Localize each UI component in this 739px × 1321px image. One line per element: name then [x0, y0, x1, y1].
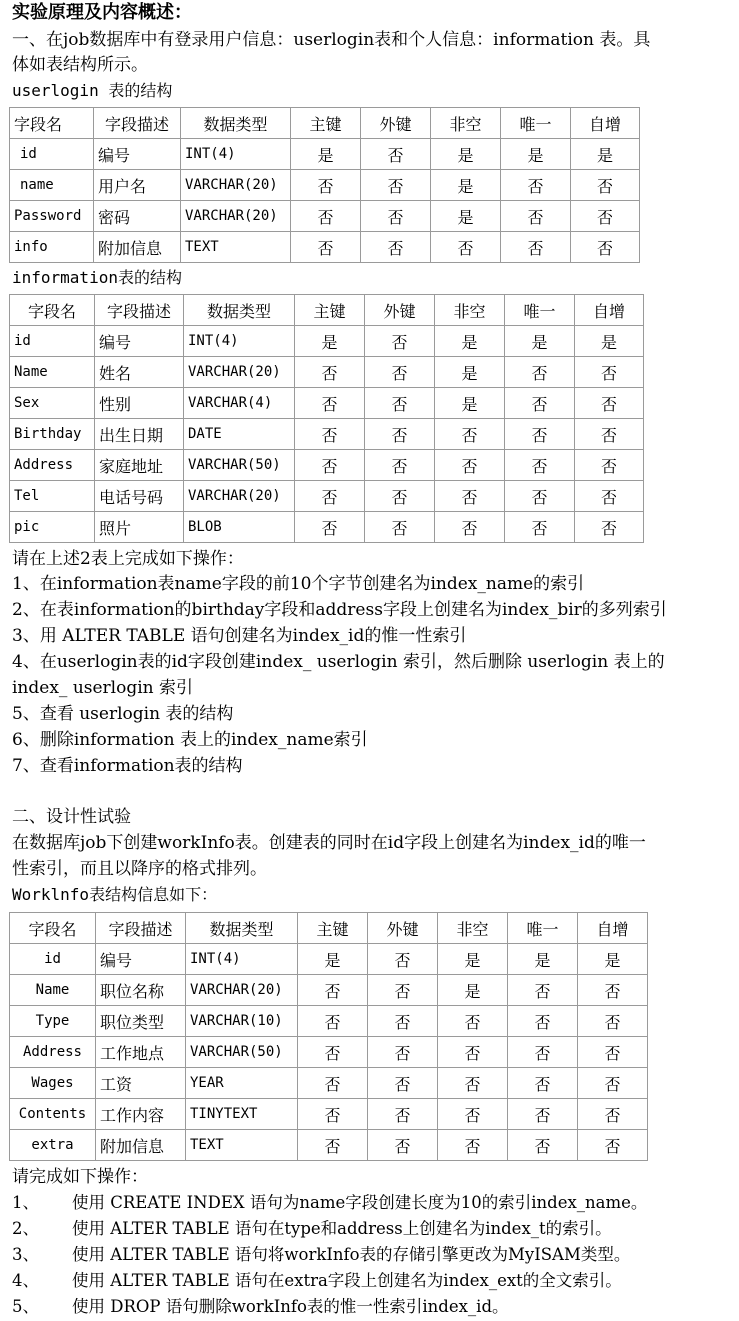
table-cell: 否 — [298, 1130, 368, 1161]
table-row — [10, 512, 644, 543]
table-cell: 否 — [365, 512, 435, 543]
table-cell: 是 — [431, 139, 501, 170]
table-cell: 否 — [291, 201, 361, 232]
header-cell: 主键 — [298, 913, 368, 944]
header-cell: 唯一 — [501, 108, 571, 139]
table-cell: YEAR — [186, 1068, 298, 1099]
op-text: 使用 DROP 语句删除workInfo表的惟一性索引index_id。 — [72, 1297, 509, 1316]
table-row — [10, 1099, 648, 1130]
table-cell: 是 — [291, 139, 361, 170]
table-cell: 是 — [295, 326, 365, 357]
table-cell: 工作地点 — [96, 1037, 186, 1068]
table-cell: VARCHAR(20) — [181, 201, 291, 232]
table-row — [10, 419, 644, 450]
table-cell: 否 — [368, 944, 438, 975]
table-cell: 否 — [508, 1006, 578, 1037]
sec1-ops-title: 请在上述2表上完成如下操作： — [12, 549, 244, 569]
table-row — [10, 170, 640, 201]
header-cell: 非空 — [438, 913, 508, 944]
header-cell: 数据类型 — [181, 108, 291, 139]
table-cell: 否 — [508, 1068, 578, 1099]
table-row — [10, 1006, 648, 1037]
table-cell: Type — [10, 1006, 96, 1037]
sec2-desc-line1: 在数据库job下创建workInfo表。创建表的同时在id字段上创建名为index_id的唯一 — [12, 833, 646, 853]
header-cell: 字段描述 — [95, 295, 184, 326]
table-cell: 否 — [361, 170, 431, 201]
header-cell: 主键 — [291, 108, 361, 139]
table-cell: 是 — [505, 326, 575, 357]
table-cell: 否 — [575, 388, 644, 419]
table-cell: 否 — [365, 388, 435, 419]
table-cell: 否 — [571, 170, 640, 201]
table-cell: 职位类型 — [96, 1006, 186, 1037]
heading: 实验原理及内容概述： — [12, 2, 192, 23]
table-cell: 否 — [295, 512, 365, 543]
header-cell: 外键 — [365, 295, 435, 326]
table-cell: INT(4) — [184, 326, 295, 357]
table-cell: Password — [10, 201, 94, 232]
table-cell: 是 — [578, 944, 648, 975]
table-cell: 是 — [431, 201, 501, 232]
table-cell: 是 — [438, 944, 508, 975]
table-cell: 否 — [505, 419, 575, 450]
table-cell: 否 — [298, 1006, 368, 1037]
sec1-op-2: 2、在表information的birthday字段和address字段上创建名为index_bir的多列索引 — [12, 600, 667, 620]
table-cell: Wages — [10, 1068, 96, 1099]
table-cell: 否 — [368, 1037, 438, 1068]
sec2-op-3 — [12, 1244, 630, 1266]
table-cell: 附加信息 — [94, 232, 181, 263]
table-cell: 否 — [578, 1037, 648, 1068]
sec2-ops-title: 请完成如下操作： — [12, 1167, 148, 1187]
table-cell: VARCHAR(20) — [186, 975, 298, 1006]
header-cell: 非空 — [431, 108, 501, 139]
header-cell: 非空 — [435, 295, 505, 326]
sec2-desc-line2: 性索引，而且以降序的格式排列。 — [12, 859, 267, 879]
userlogin-table — [9, 107, 640, 263]
table-cell: 姓名 — [95, 357, 184, 388]
header-cell: 字段名 — [10, 913, 96, 944]
sec1-op-3: 3、用 ALTER TABLE 语句创建名为index_id的惟一性索引 — [12, 626, 467, 646]
table-cell: 是 — [508, 944, 578, 975]
op-text: 使用 ALTER TABLE 语句在extra字段上创建名为index_ext的全文索引。 — [72, 1271, 622, 1290]
table-cell: 否 — [365, 450, 435, 481]
table-cell: VARCHAR(10) — [186, 1006, 298, 1037]
table-cell: 否 — [501, 232, 571, 263]
table-row — [10, 944, 648, 975]
table-cell: 否 — [361, 201, 431, 232]
table-cell: 用户名 — [94, 170, 181, 201]
table-cell: 否 — [295, 419, 365, 450]
header-cell: 自增 — [571, 108, 640, 139]
table-cell: Name — [10, 357, 95, 388]
sec1-op-4-cont: index_ userlogin 索引 — [12, 678, 194, 698]
sec1-intro-line2: 体如表结构所示。 — [12, 55, 148, 75]
table-cell: TEXT — [186, 1130, 298, 1161]
table-cell: 否 — [505, 388, 575, 419]
table-cell: Birthday — [10, 419, 95, 450]
table-cell: Name — [10, 975, 96, 1006]
op-number: 4、 — [12, 1271, 39, 1290]
table-cell: 否 — [508, 1099, 578, 1130]
table-cell: 编号 — [94, 139, 181, 170]
header-cell: 字段描述 — [94, 108, 181, 139]
sec1-op-6: 6、删除information 表上的index_name索引 — [12, 730, 368, 750]
table-cell: TINYTEXT — [186, 1099, 298, 1130]
table-cell: 是 — [438, 975, 508, 1006]
header-cell: 数据类型 — [184, 295, 295, 326]
table1-caption: userlogin 表的结构 — [12, 81, 173, 100]
table-cell: 否 — [571, 201, 640, 232]
table-cell: 否 — [501, 201, 571, 232]
table-cell: 否 — [505, 357, 575, 388]
table-row — [10, 357, 644, 388]
table-cell: 家庭地址 — [95, 450, 184, 481]
table-row — [10, 450, 644, 481]
table-cell: 否 — [291, 170, 361, 201]
table-row — [10, 1130, 648, 1161]
sec1-op-5: 5、查看 userlogin 表的结构 — [12, 704, 234, 724]
table-cell: 否 — [575, 357, 644, 388]
table-cell: 否 — [298, 1099, 368, 1130]
table-cell: 否 — [298, 1068, 368, 1099]
sec1-intro-line1: 一、在job数据库中有登录用户信息：userlogin表和个人信息：information 表。具 — [12, 30, 651, 50]
table-cell: 否 — [368, 1068, 438, 1099]
table-cell: 照片 — [95, 512, 184, 543]
table-cell: id — [10, 139, 94, 170]
table-cell: 否 — [505, 512, 575, 543]
op-text: 使用 ALTER TABLE 语句在type和address上创建名为index_t的索引。 — [72, 1219, 612, 1238]
sec1-op-7: 7、查看information表的结构 — [12, 756, 243, 776]
table-cell: 否 — [368, 975, 438, 1006]
table-cell: 否 — [298, 1037, 368, 1068]
table-row — [10, 388, 644, 419]
table-cell: 否 — [435, 450, 505, 481]
table-cell: 否 — [575, 419, 644, 450]
table-cell: 是 — [431, 170, 501, 201]
table-cell: INT(4) — [181, 139, 291, 170]
table-cell: VARCHAR(20) — [184, 357, 295, 388]
table-cell: 否 — [578, 1068, 648, 1099]
op-number: 1、 — [12, 1193, 39, 1212]
table-row — [10, 326, 644, 357]
header-cell: 主键 — [295, 295, 365, 326]
table-cell: Address — [10, 1037, 96, 1068]
table-cell: 否 — [295, 481, 365, 512]
table-cell: 否 — [508, 1130, 578, 1161]
sec1-op-4: 4、在userlogin表的id字段创建index_ userlogin 索引，然后删除 userlogin 表上的 — [12, 652, 665, 672]
table-cell: 否 — [505, 450, 575, 481]
table-row — [10, 232, 640, 263]
op-text: 使用 CREATE INDEX 语句为name字段创建长度为10的索引index_name。 — [72, 1193, 648, 1212]
table-cell: 否 — [438, 1006, 508, 1037]
table-cell: 是 — [435, 357, 505, 388]
table-cell: 否 — [368, 1006, 438, 1037]
table-cell: 性别 — [95, 388, 184, 419]
header-cell: 唯一 — [505, 295, 575, 326]
information-table — [9, 294, 644, 543]
table-cell: Address — [10, 450, 95, 481]
op-number: 5、 — [12, 1297, 39, 1316]
table-cell: 否 — [578, 1006, 648, 1037]
table-cell: 否 — [438, 1037, 508, 1068]
header-cell: 自增 — [578, 913, 648, 944]
table-row — [10, 1068, 648, 1099]
table-cell: Sex — [10, 388, 95, 419]
table-cell: 否 — [575, 481, 644, 512]
sec2-op-4 — [12, 1270, 622, 1292]
table-cell: 否 — [578, 1130, 648, 1161]
table-cell: 否 — [571, 232, 640, 263]
op-number: 3、 — [12, 1245, 39, 1264]
table-cell: 否 — [431, 232, 501, 263]
table-cell: 否 — [435, 419, 505, 450]
table-cell: extra — [10, 1130, 96, 1161]
table-cell: 否 — [361, 232, 431, 263]
table-cell: 否 — [501, 170, 571, 201]
sec2-title: 二、设计性试验 — [12, 807, 131, 827]
header-cell: 外键 — [368, 913, 438, 944]
header-row — [10, 913, 648, 944]
table-cell: name — [10, 170, 94, 201]
table-cell: 否 — [365, 357, 435, 388]
header-row — [10, 295, 644, 326]
table-cell: 否 — [508, 1037, 578, 1068]
table-cell: BLOB — [184, 512, 295, 543]
table-cell: 工资 — [96, 1068, 186, 1099]
table-cell: 否 — [365, 481, 435, 512]
header-cell: 字段描述 — [96, 913, 186, 944]
table-row — [10, 481, 644, 512]
table-cell: 附加信息 — [96, 1130, 186, 1161]
table-cell: VARCHAR(20) — [181, 170, 291, 201]
op-text: 使用 ALTER TABLE 语句将workInfo表的存储引擎更改为MyISAM类型。 — [72, 1245, 631, 1264]
table-cell: 否 — [575, 512, 644, 543]
table-cell: 编号 — [96, 944, 186, 975]
table-cell: 否 — [578, 975, 648, 1006]
table-cell: id — [10, 944, 96, 975]
table-cell: 否 — [575, 450, 644, 481]
table-cell: 否 — [435, 481, 505, 512]
table-cell: Contents — [10, 1099, 96, 1130]
table-cell: 工作内容 — [96, 1099, 186, 1130]
sec2-op-2 — [12, 1218, 612, 1240]
table-cell: INT(4) — [186, 944, 298, 975]
table-cell: 否 — [438, 1130, 508, 1161]
table-cell: 否 — [295, 388, 365, 419]
table-cell: 是 — [435, 326, 505, 357]
table-cell: DATE — [184, 419, 295, 450]
workinfo-table — [9, 912, 648, 1161]
table-cell: Tel — [10, 481, 95, 512]
header-cell: 字段名 — [10, 108, 94, 139]
table-cell: 否 — [365, 326, 435, 357]
table-cell: 否 — [438, 1068, 508, 1099]
table-cell: pic — [10, 512, 95, 543]
table-cell: TEXT — [181, 232, 291, 263]
header-cell: 字段名 — [10, 295, 95, 326]
table-cell: 否 — [438, 1099, 508, 1130]
table3-caption: Worklnfo表结构信息如下： — [12, 885, 218, 904]
table-cell: 密码 — [94, 201, 181, 232]
table-row — [10, 1037, 648, 1068]
sec2-op-1 — [12, 1192, 647, 1214]
sec2-op-5 — [12, 1296, 509, 1318]
table-cell: VARCHAR(20) — [184, 481, 295, 512]
table-cell: 否 — [435, 512, 505, 543]
table-cell: 否 — [295, 450, 365, 481]
table-cell: 否 — [365, 419, 435, 450]
table-cell: 否 — [505, 481, 575, 512]
header-cell: 自增 — [575, 295, 644, 326]
table2-caption: information表的结构 — [12, 268, 182, 287]
table-cell: 出生日期 — [95, 419, 184, 450]
table-cell: 否 — [298, 975, 368, 1006]
table-cell: 否 — [295, 357, 365, 388]
table-cell: 是 — [298, 944, 368, 975]
table-cell: VARCHAR(50) — [184, 450, 295, 481]
sec1-op-1: 1、在information表name字段的前10个字节创建名为index_name的索引 — [12, 574, 585, 594]
table-cell: 是 — [501, 139, 571, 170]
table-cell: VARCHAR(4) — [184, 388, 295, 419]
op-number: 2、 — [12, 1219, 39, 1238]
header-cell: 数据类型 — [186, 913, 298, 944]
table-cell: 否 — [508, 975, 578, 1006]
table-row — [10, 139, 640, 170]
header-cell: 唯一 — [508, 913, 578, 944]
table-cell: 否 — [368, 1130, 438, 1161]
table-row — [10, 975, 648, 1006]
table-cell: 职位名称 — [96, 975, 186, 1006]
table-cell: 是 — [435, 388, 505, 419]
table-cell: 是 — [571, 139, 640, 170]
table-row — [10, 201, 640, 232]
table-cell: 编号 — [95, 326, 184, 357]
header-row — [10, 108, 640, 139]
table-cell: 电话号码 — [95, 481, 184, 512]
table-cell: info — [10, 232, 94, 263]
header-cell: 外键 — [361, 108, 431, 139]
table-cell: id — [10, 326, 95, 357]
table-cell: VARCHAR(50) — [186, 1037, 298, 1068]
table-cell: 否 — [291, 232, 361, 263]
table-cell: 否 — [361, 139, 431, 170]
table-cell: 否 — [368, 1099, 438, 1130]
table-cell: 否 — [578, 1099, 648, 1130]
table-cell: 是 — [575, 326, 644, 357]
